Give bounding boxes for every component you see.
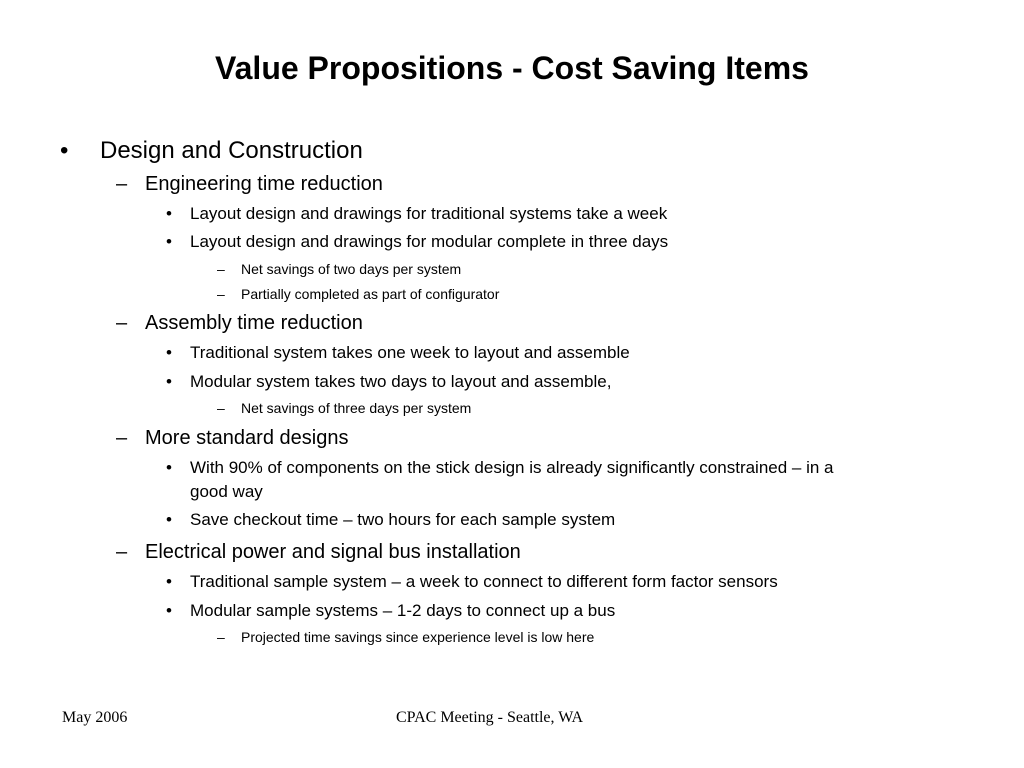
dash-marker: – bbox=[116, 173, 128, 195]
bullet-marker: • bbox=[166, 372, 172, 391]
bullet-design-construction: Design and Construction bbox=[100, 137, 363, 164]
dash-marker: – bbox=[217, 629, 225, 645]
bullet-marker: • bbox=[166, 572, 172, 591]
bullet-modular-assembly: Modular system takes two days to layout and assemble, bbox=[190, 372, 612, 391]
dash-marker: – bbox=[217, 400, 225, 416]
bullet-marker: • bbox=[166, 601, 172, 620]
footer-event: CPAC Meeting - Seattle, WA bbox=[396, 709, 584, 726]
bullet-traditional-sample: Traditional sample system – a week to connect to different form factor sensors bbox=[190, 572, 778, 591]
bullet-assembly-time: Assembly time reduction bbox=[145, 312, 363, 334]
bullet-marker: • bbox=[60, 137, 69, 164]
bullet-marker: • bbox=[166, 510, 172, 529]
bullet-partially-completed: Partially completed as part of configurator bbox=[241, 286, 500, 302]
bullet-marker: • bbox=[166, 343, 172, 362]
bullet-marker: • bbox=[166, 232, 172, 251]
bullet-components-constrained: With 90% of components on the stick design is already significantly constrained – in a bbox=[190, 458, 834, 477]
bullet-net-savings-three-days: Net savings of three days per system bbox=[241, 400, 472, 416]
bullet-layout-traditional: Layout design and drawings for traditional systems take a week bbox=[190, 204, 668, 223]
dash-marker: – bbox=[217, 286, 225, 302]
bullet-standard-designs: More standard designs bbox=[145, 427, 349, 449]
slide-title: Value Propositions - Cost Saving Items bbox=[215, 50, 809, 86]
bullet-electrical-bus: Electrical power and signal bus installation bbox=[145, 541, 521, 563]
bullet-checkout-time: Save checkout time – two hours for each sample system bbox=[190, 510, 616, 529]
bullet-layout-modular: Layout design and drawings for modular complete in three days bbox=[190, 232, 669, 251]
bullet-net-savings-two-days: Net savings of two days per system bbox=[241, 261, 462, 277]
bullet-traditional-assembly: Traditional system takes one week to layout and assemble bbox=[190, 343, 630, 362]
dash-marker: – bbox=[116, 427, 128, 449]
bullet-marker: • bbox=[166, 458, 172, 477]
bullet-modular-sample: Modular sample systems – 1-2 days to connect up a bus bbox=[190, 601, 616, 620]
bullet-components-constrained-cont: good way bbox=[190, 482, 263, 501]
footer-date: May 2006 bbox=[62, 709, 128, 726]
bullet-engineering-time: Engineering time reduction bbox=[145, 173, 383, 195]
bullet-projected-savings: Projected time savings since experience level is low here bbox=[241, 629, 595, 645]
bullet-marker: • bbox=[166, 204, 172, 223]
dash-marker: – bbox=[116, 312, 128, 334]
dash-marker: – bbox=[217, 261, 225, 277]
dash-marker: – bbox=[116, 541, 128, 563]
